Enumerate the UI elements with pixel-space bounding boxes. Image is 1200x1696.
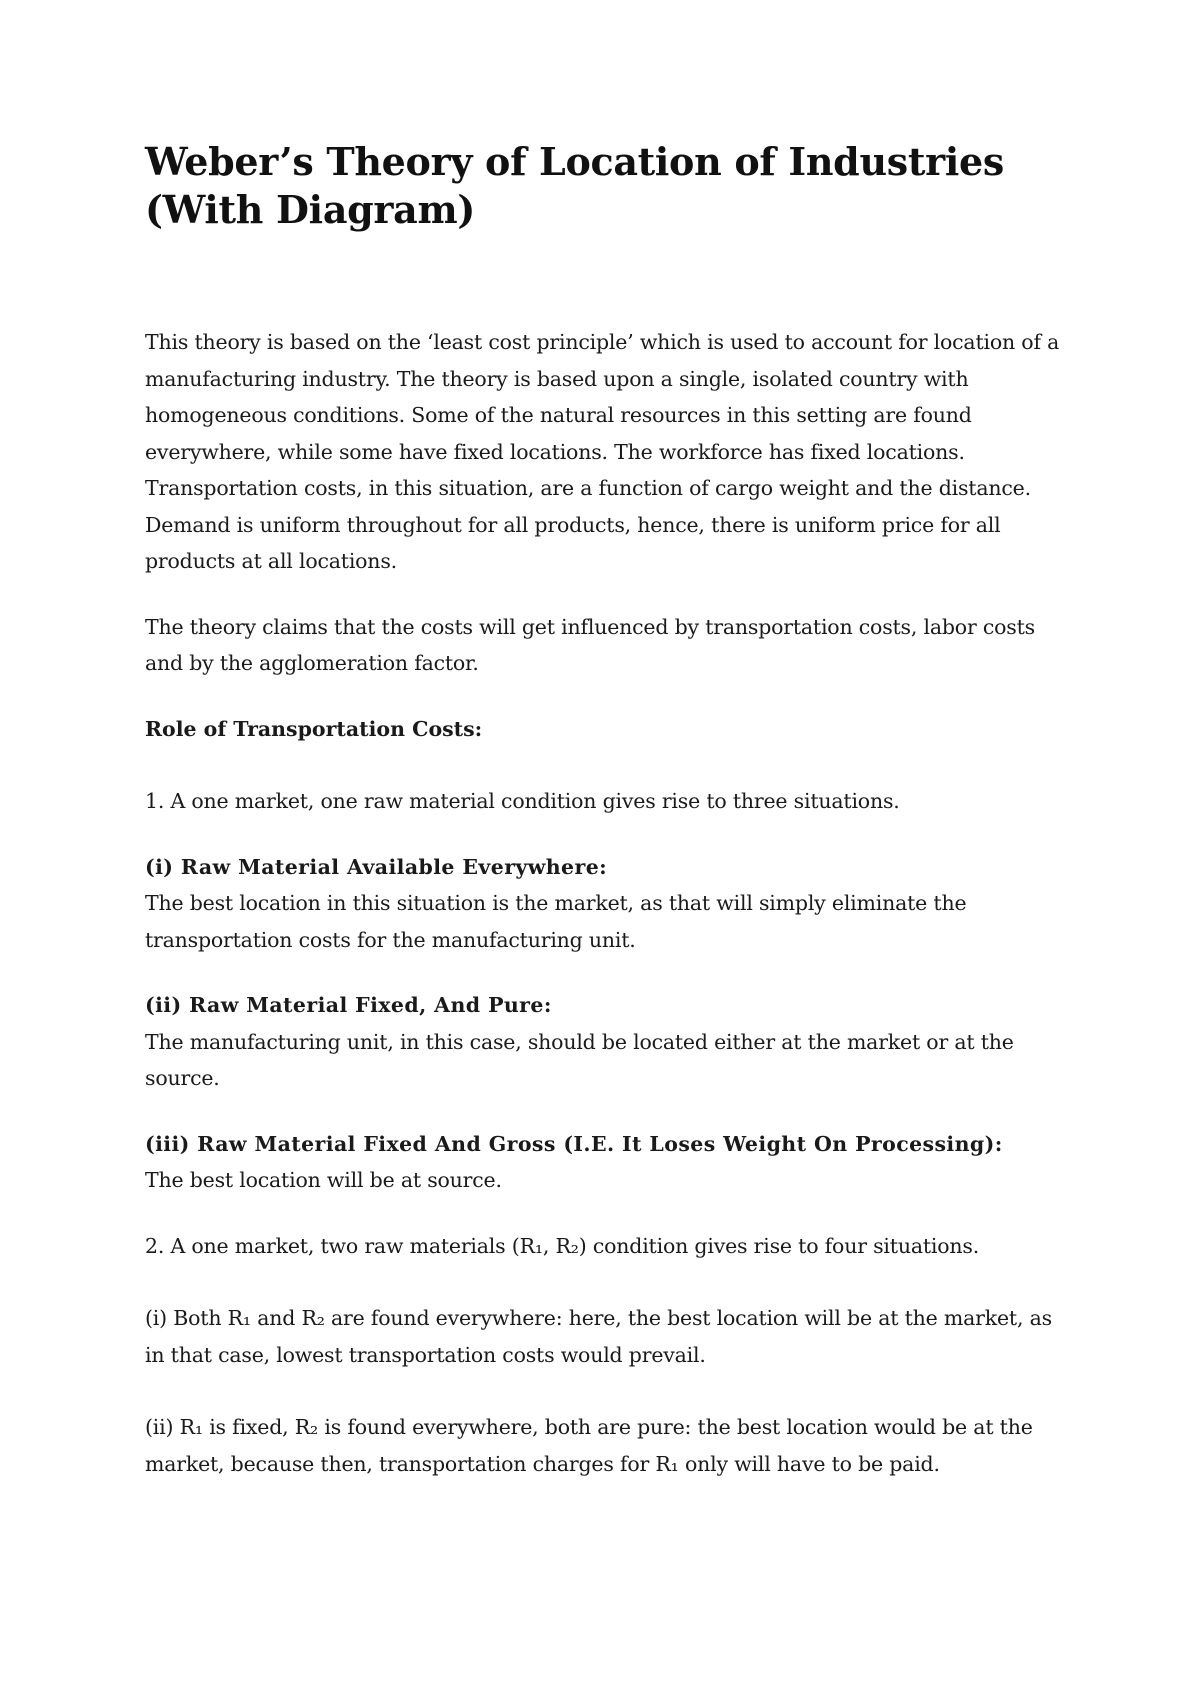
intro-paragraph: This theory is based on the ‘least cost principle’ which is used to account for location of a manufacturing industry. The theory is based upon a single, isolated country with homogeneous conditions. Some of the natural resources in this setting are found everywhere, while some have fixed locations. The workforce has fixed locations. Transportation costs, in this situation, are a function of cargo weight and the distance. Demand is uniform throughout for all products, hence, there is uniform price for all products at all locations.	[145, 330, 1060, 573]
one-market-paragraph: 1. A one market, one raw material condition gives rise to three situations.	[145, 789, 900, 813]
page-title: Weber’s Theory of Location of Industries (With Diagram)	[145, 139, 1004, 232]
both-everywhere-paragraph: (i) Both R₁ and R₂ are found everywhere: here, the best location will be at the market, as in that case, lowest transportation costs would prevail.	[145, 1306, 1052, 1367]
case-raw-material-everywhere	[145, 849, 1070, 959]
case-raw-material-fixed-pure	[145, 987, 1070, 1097]
two-materials-paragraph: 2. A one market, two raw materials (R₁, R₂) condition gives rise to four situations.	[145, 1233, 980, 1258]
case-title: (iii) Raw Material Fixed And Gross (I.E. It Loses Weight On Processing):	[145, 1131, 1003, 1156]
claims-paragraph: The theory claims that the costs will get influenced by transportation costs, labor costs and by the agglomeration factor.	[145, 614, 1035, 675]
case-text: The best location in this situation is the market, as that will simply eliminate the transportation costs for the manufacturing unit.	[145, 891, 967, 952]
section-heading-transportation: Role of Transportation Costs:	[145, 716, 483, 741]
case-text: The manufacturing unit, in this case, should be located either at the market or at the source.	[145, 1029, 1014, 1090]
case-text: The best location will be at source.	[145, 1168, 502, 1192]
case-title: (i) Raw Material Available Everywhere:	[145, 854, 608, 879]
case-title: (ii) Raw Material Fixed, And Pure:	[145, 993, 552, 1017]
case-raw-material-fixed-gross	[145, 1126, 1070, 1199]
document-page	[145, 138, 1070, 1482]
r1-fixed-paragraph: (ii) R₁ is fixed, R₂ is found everywhere, both are pure: the best location would be at the market, because then, transportation charges for R₁ only will have to be paid.	[145, 1415, 1033, 1476]
